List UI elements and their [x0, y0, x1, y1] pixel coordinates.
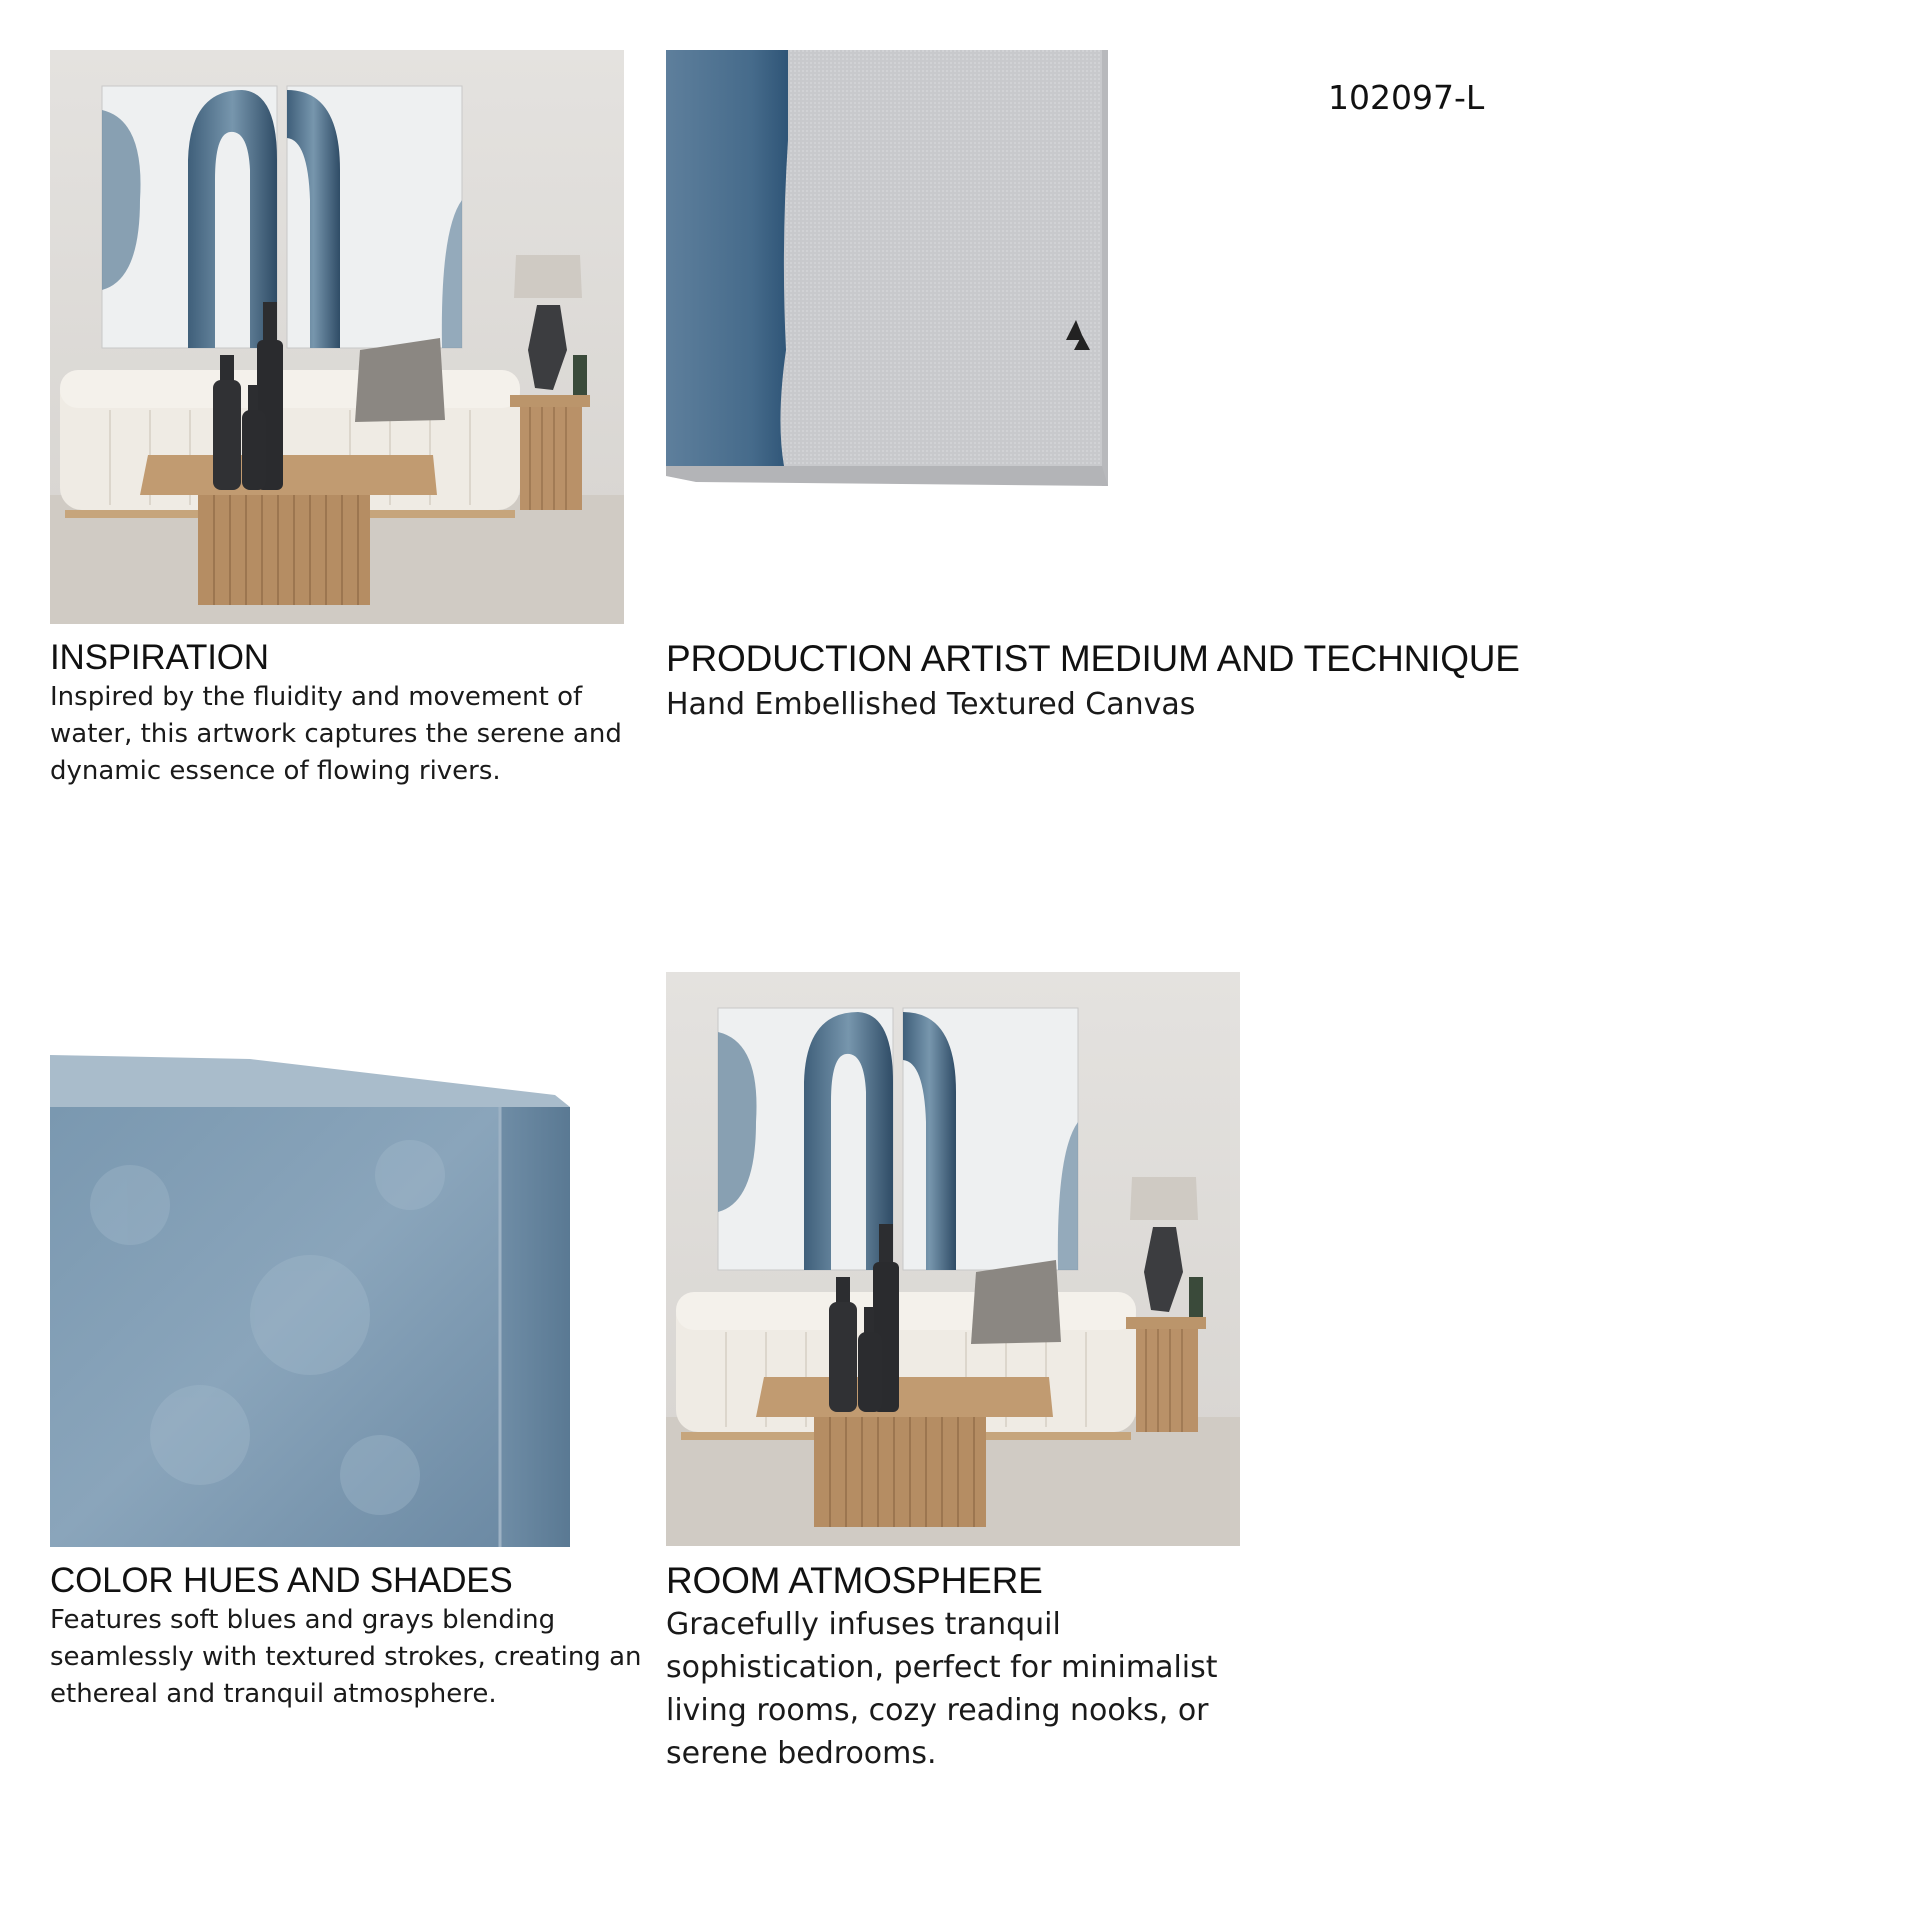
- room-scene-illustration: [50, 50, 624, 624]
- canvas-corner-illustration: [666, 50, 1108, 494]
- room-scene-image-1: [50, 50, 624, 624]
- room-line: Gracefully infuses tranquil: [666, 1607, 1061, 1642]
- color-line: ethereal and tranquil atmosphere.: [50, 1679, 497, 1709]
- production-text: [666, 683, 1566, 726]
- room-text: [666, 1603, 1266, 1775]
- color-line: seamlessly with textured strokes, creating an: [50, 1642, 642, 1672]
- color-text: [50, 1602, 650, 1713]
- production-section: [666, 640, 1566, 726]
- color-heading: COLOR HUES AND SHADES: [50, 1561, 513, 1600]
- inspiration-line: water, this artwork captures the serene and: [50, 719, 622, 749]
- canvas-corner-closeup-image: [666, 50, 1108, 494]
- production-line: Hand Embellished Textured Canvas: [666, 687, 1196, 722]
- inspiration-text: [50, 679, 640, 790]
- inspiration-line: Inspired by the fluidity and movement of: [50, 682, 583, 712]
- color-line: Features soft blues and grays blending: [50, 1605, 556, 1635]
- inspiration-section: [50, 640, 640, 790]
- room-line: sophistication, perfect for minimalist: [666, 1650, 1218, 1685]
- blue-texture-closeup-image: [50, 1055, 570, 1547]
- inspiration-heading: INSPIRATION: [50, 638, 269, 677]
- room-scene-illustration-2: [666, 972, 1240, 1546]
- inspiration-line: dynamic essence of flowing rivers.: [50, 756, 501, 786]
- color-section: [50, 1563, 650, 1713]
- room-line: living rooms, cozy reading nooks, or: [666, 1693, 1209, 1728]
- room-heading: ROOM ATMOSPHERE: [666, 1560, 1043, 1601]
- production-heading: PRODUCTION ARTIST MEDIUM AND TECHNIQUE: [666, 638, 1520, 679]
- product-sku: 102097-L: [1328, 78, 1485, 117]
- room-line: serene bedrooms.: [666, 1736, 937, 1771]
- room-section: [666, 1562, 1266, 1775]
- room-scene-image-2: [666, 972, 1240, 1546]
- blue-texture-illustration: [50, 1055, 570, 1547]
